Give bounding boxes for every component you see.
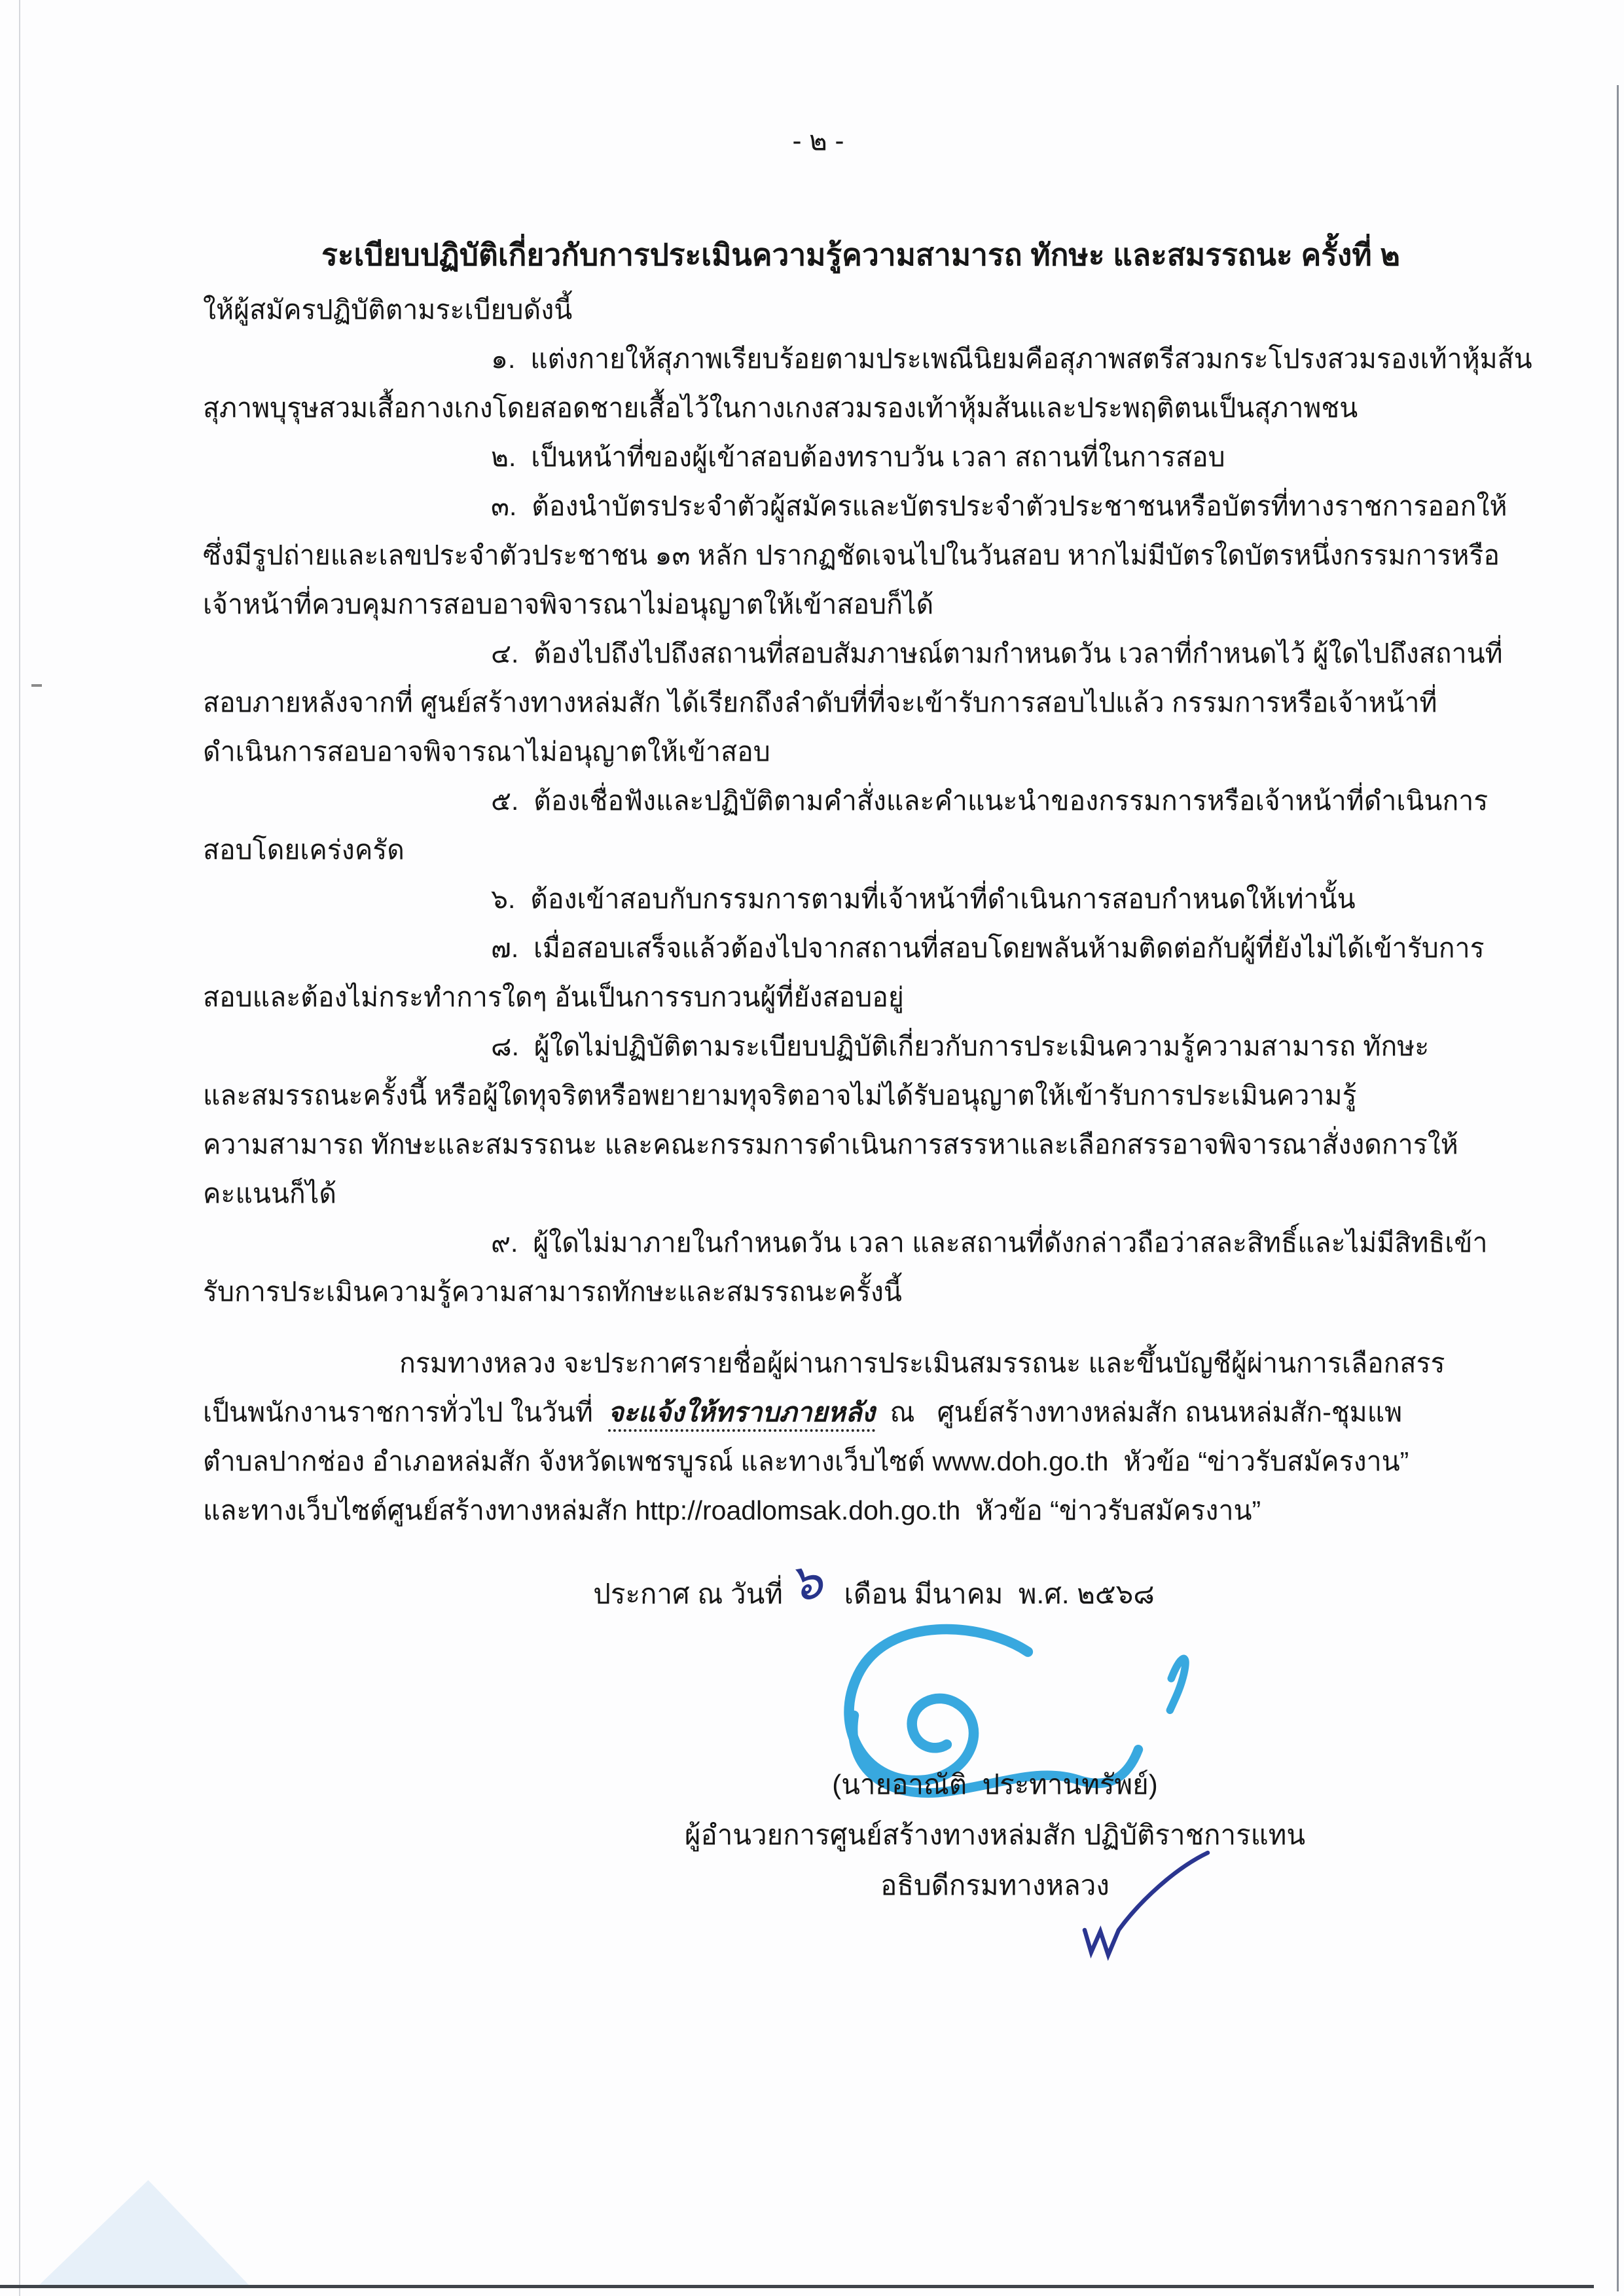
rule-line: ๘. ผู้ใดไม่ปฏิบัติตามระเบียบปฏิบัติเกี่ยวกับการประเมินความรู้ความสามารถ ทักษะ (491, 1031, 1430, 1061)
signatory-position: ผู้อำนวยการศูนย์สร้างทางหล่มสัก ปฏิบัติราชการแทน (684, 1819, 1306, 1850)
announce-date-placeholder: จะแจ้งให้ทราบภายหลัง (608, 1397, 875, 1432)
rule-item-1 (203, 335, 1532, 433)
rule-item-9 (203, 1218, 1488, 1317)
rule-line: ๓. ต้องนำบัตรประจำตัวผู้สมัครและบัตรประจำตัวประชาชนหรือบัตรที่ทางราชการออกให้ (491, 491, 1507, 521)
rule-item-4 (203, 629, 1503, 776)
rule-line: ซึ่งมีรูปถ่ายและเลขประจำตัวประชาชน ๑๓ หลัก ปรากฏชัดเจนไปในวันสอบ หากไม่มีบัตรใดบัตรหนึ่งกรรมการหรือ (203, 540, 1500, 570)
scan-smudge (39, 2180, 249, 2285)
pen-mark (1077, 1846, 1214, 1967)
closing-line: กรมทางหลวง จะประกาศรายชื่อผู้ผ่านการประเมินสมรรถนะ และขึ้นบัญชีผู้ผ่านการเลือกสรร (399, 1348, 1445, 1378)
scan-speck (31, 684, 42, 687)
rule-line: สอบโดยเคร่งครัด (203, 835, 405, 865)
intro-line: ให้ผู้สมัครปฏิบัติตามระเบียบดังนี้ (203, 295, 573, 325)
scan-edge-left (19, 0, 20, 2296)
closing-paragraph (203, 1339, 1445, 1535)
rule-line: ๒. เป็นหน้าที่ของผู้เข้าสอบต้องทราบวัน เวลา สถานที่ในการสอบ (491, 442, 1225, 472)
rule-line: ๑. แต่งกายให้สุภาพเรียบร้อยตามประเพณีนิยมคือสุภาพสตรีสวมกระโปรงสวมรองเท้าหุ้มส้น (491, 344, 1532, 374)
rule-item-5 (203, 776, 1489, 875)
signatory-name: (นายอาณัติ ประทานทรัพย์) (832, 1769, 1158, 1800)
signature-block (0, 1607, 1624, 2066)
rule-line: คะแนนก็ได้ (203, 1178, 336, 1209)
scan-edge-bottom (0, 2285, 1594, 2288)
rule-line: รับการประเมินความรู้ความสามารถทักษะและสมรรถนะครั้งนี้ (203, 1277, 902, 1307)
date-line-pre: ประกาศ ณ วันที่ (593, 1578, 783, 1609)
date-line-post: เดือน มีนาคม พ.ศ. ๒๕๖๘ (844, 1578, 1155, 1609)
rule-line: ความสามารถ ทักษะและสมรรถนะ และคณะกรรมการดำเนินการสรรหาและเลือกสรรอาจพิจารณาสั่งงดการให้ (203, 1129, 1458, 1159)
rule-line: เจ้าหน้าที่ควบคุมการสอบอาจพิจารณาไม่อนุญาตให้เข้าสอบก็ได้ (203, 589, 934, 619)
rule-item-8 (203, 1022, 1458, 1218)
rule-line: ๔. ต้องไปถึงไปถึงสถานที่สอบสัมภาษณ์ตามกำหนดวัน เวลาที่กำหนดไว้ ผู้ใดไปถึงสถานที่ (491, 638, 1503, 668)
rule-line: สอบและต้องไม่กระทำการใดๆ อันเป็นการรบกวนผู้ที่ยังสอบอยู่ (203, 982, 904, 1012)
document-title: ระเบียบปฏิบัติเกี่ยวกับการประเมินความรู้ความสามารถ ทักษะ และสมรรถนะ ครั้งที่ ๒ (321, 238, 1400, 272)
rule-line: ๙. ผู้ใดไม่มาภายในกำหนดวัน เวลา และสถานที่ดังกล่าวถือว่าสละสิทธิ์และไม่มีสิทธิเข้า (491, 1228, 1488, 1258)
rule-line: ๕. ต้องเชื่อฟังและปฏิบัติตามคำสั่งและคำแนะนำของกรรมการหรือเจ้าหน้าที่ดำเนินการ (491, 786, 1489, 816)
closing-line: และทางเว็บไซต์ศูนย์สร้างทางหล่มสัก http://roadlomsak.doh.go.th หัวข้อ “ข่าวรับสมัครงาน” (203, 1495, 1261, 1525)
page-number: - ๒ - (792, 125, 844, 156)
handwritten-day-numeral: ๖ (784, 1550, 827, 1613)
signatory-organization: อธิบดีกรมทางหลวง (880, 1870, 1110, 1901)
scan-edge-right (1617, 85, 1619, 2291)
rule-line: ดำเนินการสอบอาจพิจารณาไม่อนุญาตให้เข้าสอบ (203, 737, 770, 767)
rule-item-6 (203, 875, 1434, 924)
closing-line (203, 1388, 1434, 1437)
rule-item-7 (203, 924, 1485, 1022)
rule-item-3 (203, 482, 1507, 629)
rule-line: ๗. เมื่อสอบเสร็จแล้วต้องไปจากสถานที่สอบโดยพลันห้ามติดต่อกับผู้ที่ยังไม่ได้เข้ารับการ (491, 933, 1485, 963)
rule-line: สุภาพบุรุษสวมเสื้อกางเกงโดยสอดชายเสื้อไว้ในกางเกงสวมรองเท้าหุ้มส้นและประพฤติตนเป็นสุภาพชน (203, 393, 1358, 423)
rule-item-2 (203, 433, 1434, 482)
closing-line-post: ณ ศูนย์สร้างทางหล่มสัก ถนนหล่มสัก-ชุมแพ (875, 1397, 1403, 1427)
rule-line: สอบภายหลังจากที่ ศูนย์สร้างทางหล่มสัก ได้เรียกถึงลำดับที่ที่จะเข้ารับการสอบไปแล้ว กรรมการหรือเจ้าหน้าที่ (203, 687, 1437, 718)
closing-line-pre: เป็นพนักงานราชการทั่วไป ในวันที่ (203, 1397, 608, 1427)
rule-line: ๖. ต้องเข้าสอบกับกรรมการตามที่เจ้าหน้าที่ดำเนินการสอบกำหนดให้เท่านั้น (491, 884, 1356, 914)
rule-line: และสมรรถนะครั้งนี้ หรือผู้ใดทุจริตหรือพยายามทุจริตอาจไม่ได้รับอนุญาตให้เข้ารับการประเมินความรู้ (203, 1080, 1357, 1110)
closing-line: ตำบลปากช่อง อำเภอหล่มสัก จังหวัดเพชรบูรณ์ และทางเว็บไซต์ www.doh.go.th หัวข้อ “ข่าวรับสมัครงาน” (203, 1446, 1409, 1476)
document-body (203, 0, 1532, 1618)
